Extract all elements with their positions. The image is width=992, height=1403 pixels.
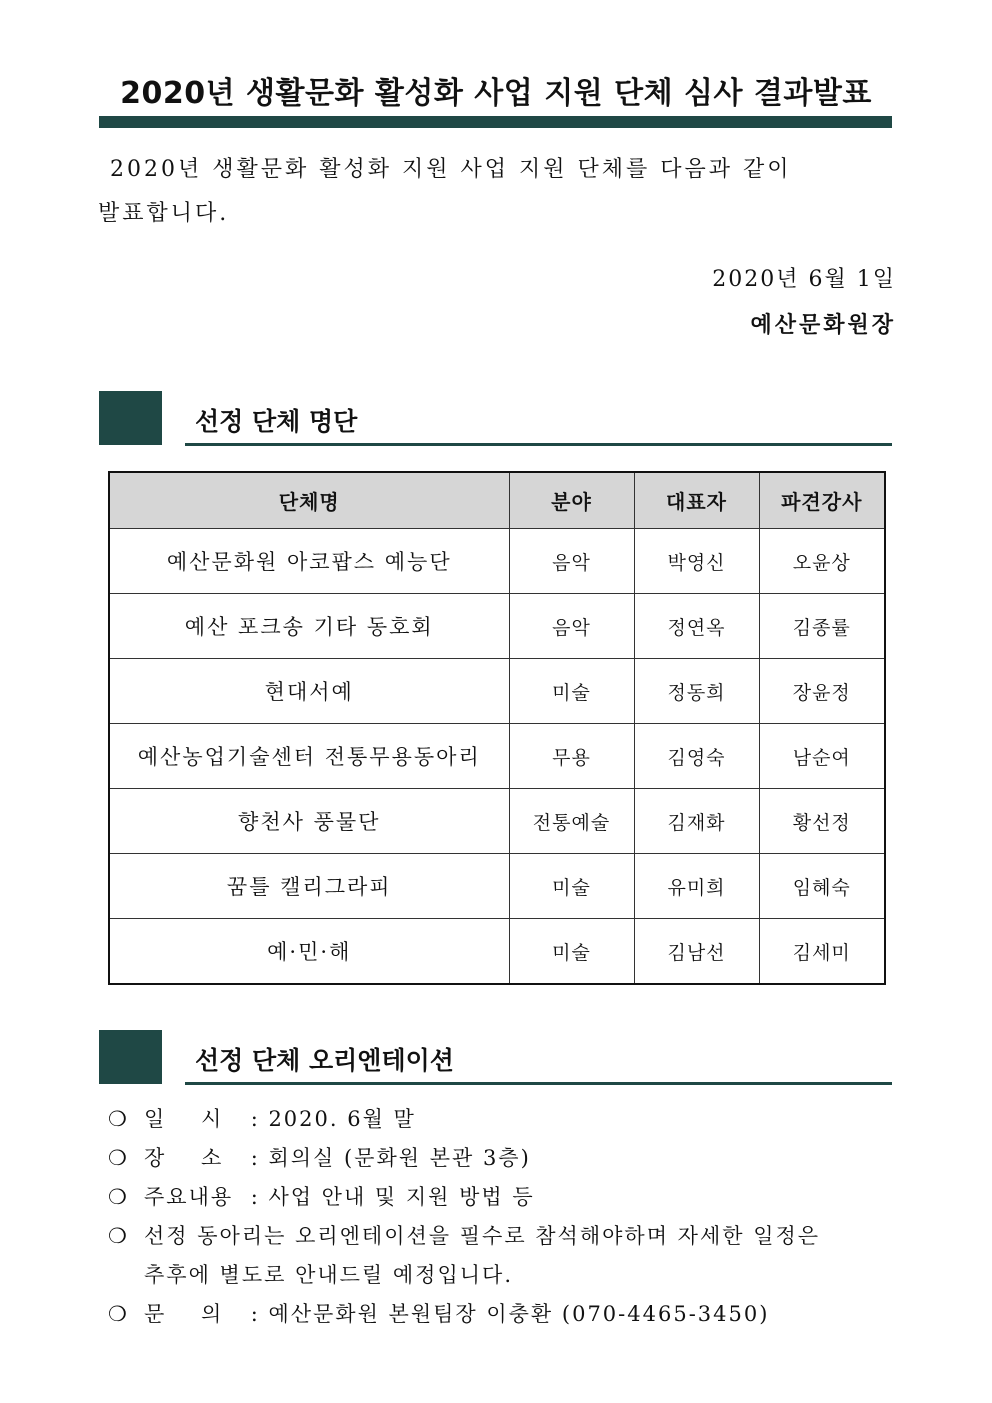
list-item: [108, 1178, 898, 1217]
field: 전통예술: [509, 789, 634, 854]
date-value: : 2020. 6월 말: [250, 1107, 416, 1131]
representative: 정동희: [634, 659, 759, 724]
field: 음악: [509, 529, 634, 594]
selected-groups-table: [108, 471, 886, 985]
section-1-marker: [99, 391, 162, 445]
table-row: [109, 789, 885, 854]
group-name: 꿈틀 캘리그라피: [109, 854, 509, 919]
field: 미술: [509, 659, 634, 724]
list-item: [108, 1139, 898, 1178]
intro-line-1: 2020년 생활문화 활성화 지원 사업 지원 단체를 다음과 같이: [110, 157, 792, 182]
contact-label: 문 의: [144, 1302, 224, 1326]
representative: 김영숙: [634, 724, 759, 789]
representative: 김재화: [634, 789, 759, 854]
instructor: 남순여: [759, 724, 885, 789]
table-row: [109, 529, 885, 594]
intro-line-2: 발표합니다.: [98, 201, 230, 226]
circle-bullet-icon: ❍: [108, 1224, 129, 1248]
field: 무용: [509, 724, 634, 789]
instructor: 오윤상: [759, 529, 885, 594]
representative: 정연옥: [634, 594, 759, 659]
list-item: [108, 1217, 898, 1295]
list-item: [108, 1100, 898, 1139]
section-1-underline: [185, 443, 892, 446]
note-line-2: 추후에 별도로 안내드릴 예정입니다.: [144, 1263, 513, 1287]
header-instructor: 파견강사: [759, 472, 885, 529]
instructor: 장윤정: [759, 659, 885, 724]
instructor: 김종률: [759, 594, 885, 659]
intro-paragraph: [98, 148, 890, 236]
circle-bullet-icon: ❍: [108, 1302, 129, 1326]
table-row: [109, 854, 885, 919]
instructor: 김세미: [759, 919, 885, 985]
table-row: [109, 659, 885, 724]
section-2-underline: [185, 1082, 892, 1085]
circle-bullet-icon: ❍: [108, 1146, 129, 1170]
date-label: 일 시: [144, 1107, 224, 1131]
contact-value: : 예산문화원 본원팀장 이충환 (070-4465-3450): [250, 1302, 770, 1326]
field: 미술: [509, 919, 634, 985]
circle-bullet-icon: ❍: [108, 1185, 129, 1209]
table-row: [109, 919, 885, 985]
announcement-date: 2020년 6월 1일: [712, 267, 896, 292]
table-row: [109, 594, 885, 659]
section-1-title: 선정 단체 명단: [195, 407, 358, 436]
group-name: 예산 포크송 기타 동호회: [109, 594, 509, 659]
representative: 박영신: [634, 529, 759, 594]
group-name: 현대서예: [109, 659, 509, 724]
title-underline-bar: [99, 116, 892, 128]
section-2-marker: [99, 1030, 162, 1084]
group-name: 예산문화원 아코팝스 예능단: [109, 529, 509, 594]
representative: 유미희: [634, 854, 759, 919]
document-title: 2020년 생활문화 활성화 사업 지원 단체 심사 결과발표: [120, 76, 872, 111]
table-header-row: [109, 472, 885, 529]
group-name: 향천사 풍물단: [109, 789, 509, 854]
group-name: 예·민·해: [109, 919, 509, 985]
section-2-title: 선정 단체 오리엔테이션: [195, 1046, 454, 1075]
circle-bullet-icon: ❍: [108, 1107, 129, 1131]
header-representative: 대표자: [634, 472, 759, 529]
group-name: 예산농업기술센터 전통무용동아리: [109, 724, 509, 789]
instructor: 임혜숙: [759, 854, 885, 919]
table-row: [109, 724, 885, 789]
place-label: 장 소: [144, 1146, 224, 1170]
content-value: : 사업 안내 및 지원 방법 등: [250, 1185, 535, 1209]
note-line-1: 선정 동아리는 오리엔테이션을 필수로 참석해야하며 자세한 일정은: [144, 1224, 821, 1248]
header-group-name: 단체명: [109, 472, 509, 529]
signer: 예산문화원장: [750, 312, 896, 338]
header-field: 분야: [509, 472, 634, 529]
field: 미술: [509, 854, 634, 919]
field: 음악: [509, 594, 634, 659]
content-label: 주요내용: [144, 1185, 234, 1209]
representative: 김남선: [634, 919, 759, 985]
orientation-details: [108, 1100, 898, 1334]
place-value: : 회의실 (문화원 본관 3층): [250, 1146, 531, 1170]
list-item: [108, 1295, 898, 1334]
instructor: 황선정: [759, 789, 885, 854]
